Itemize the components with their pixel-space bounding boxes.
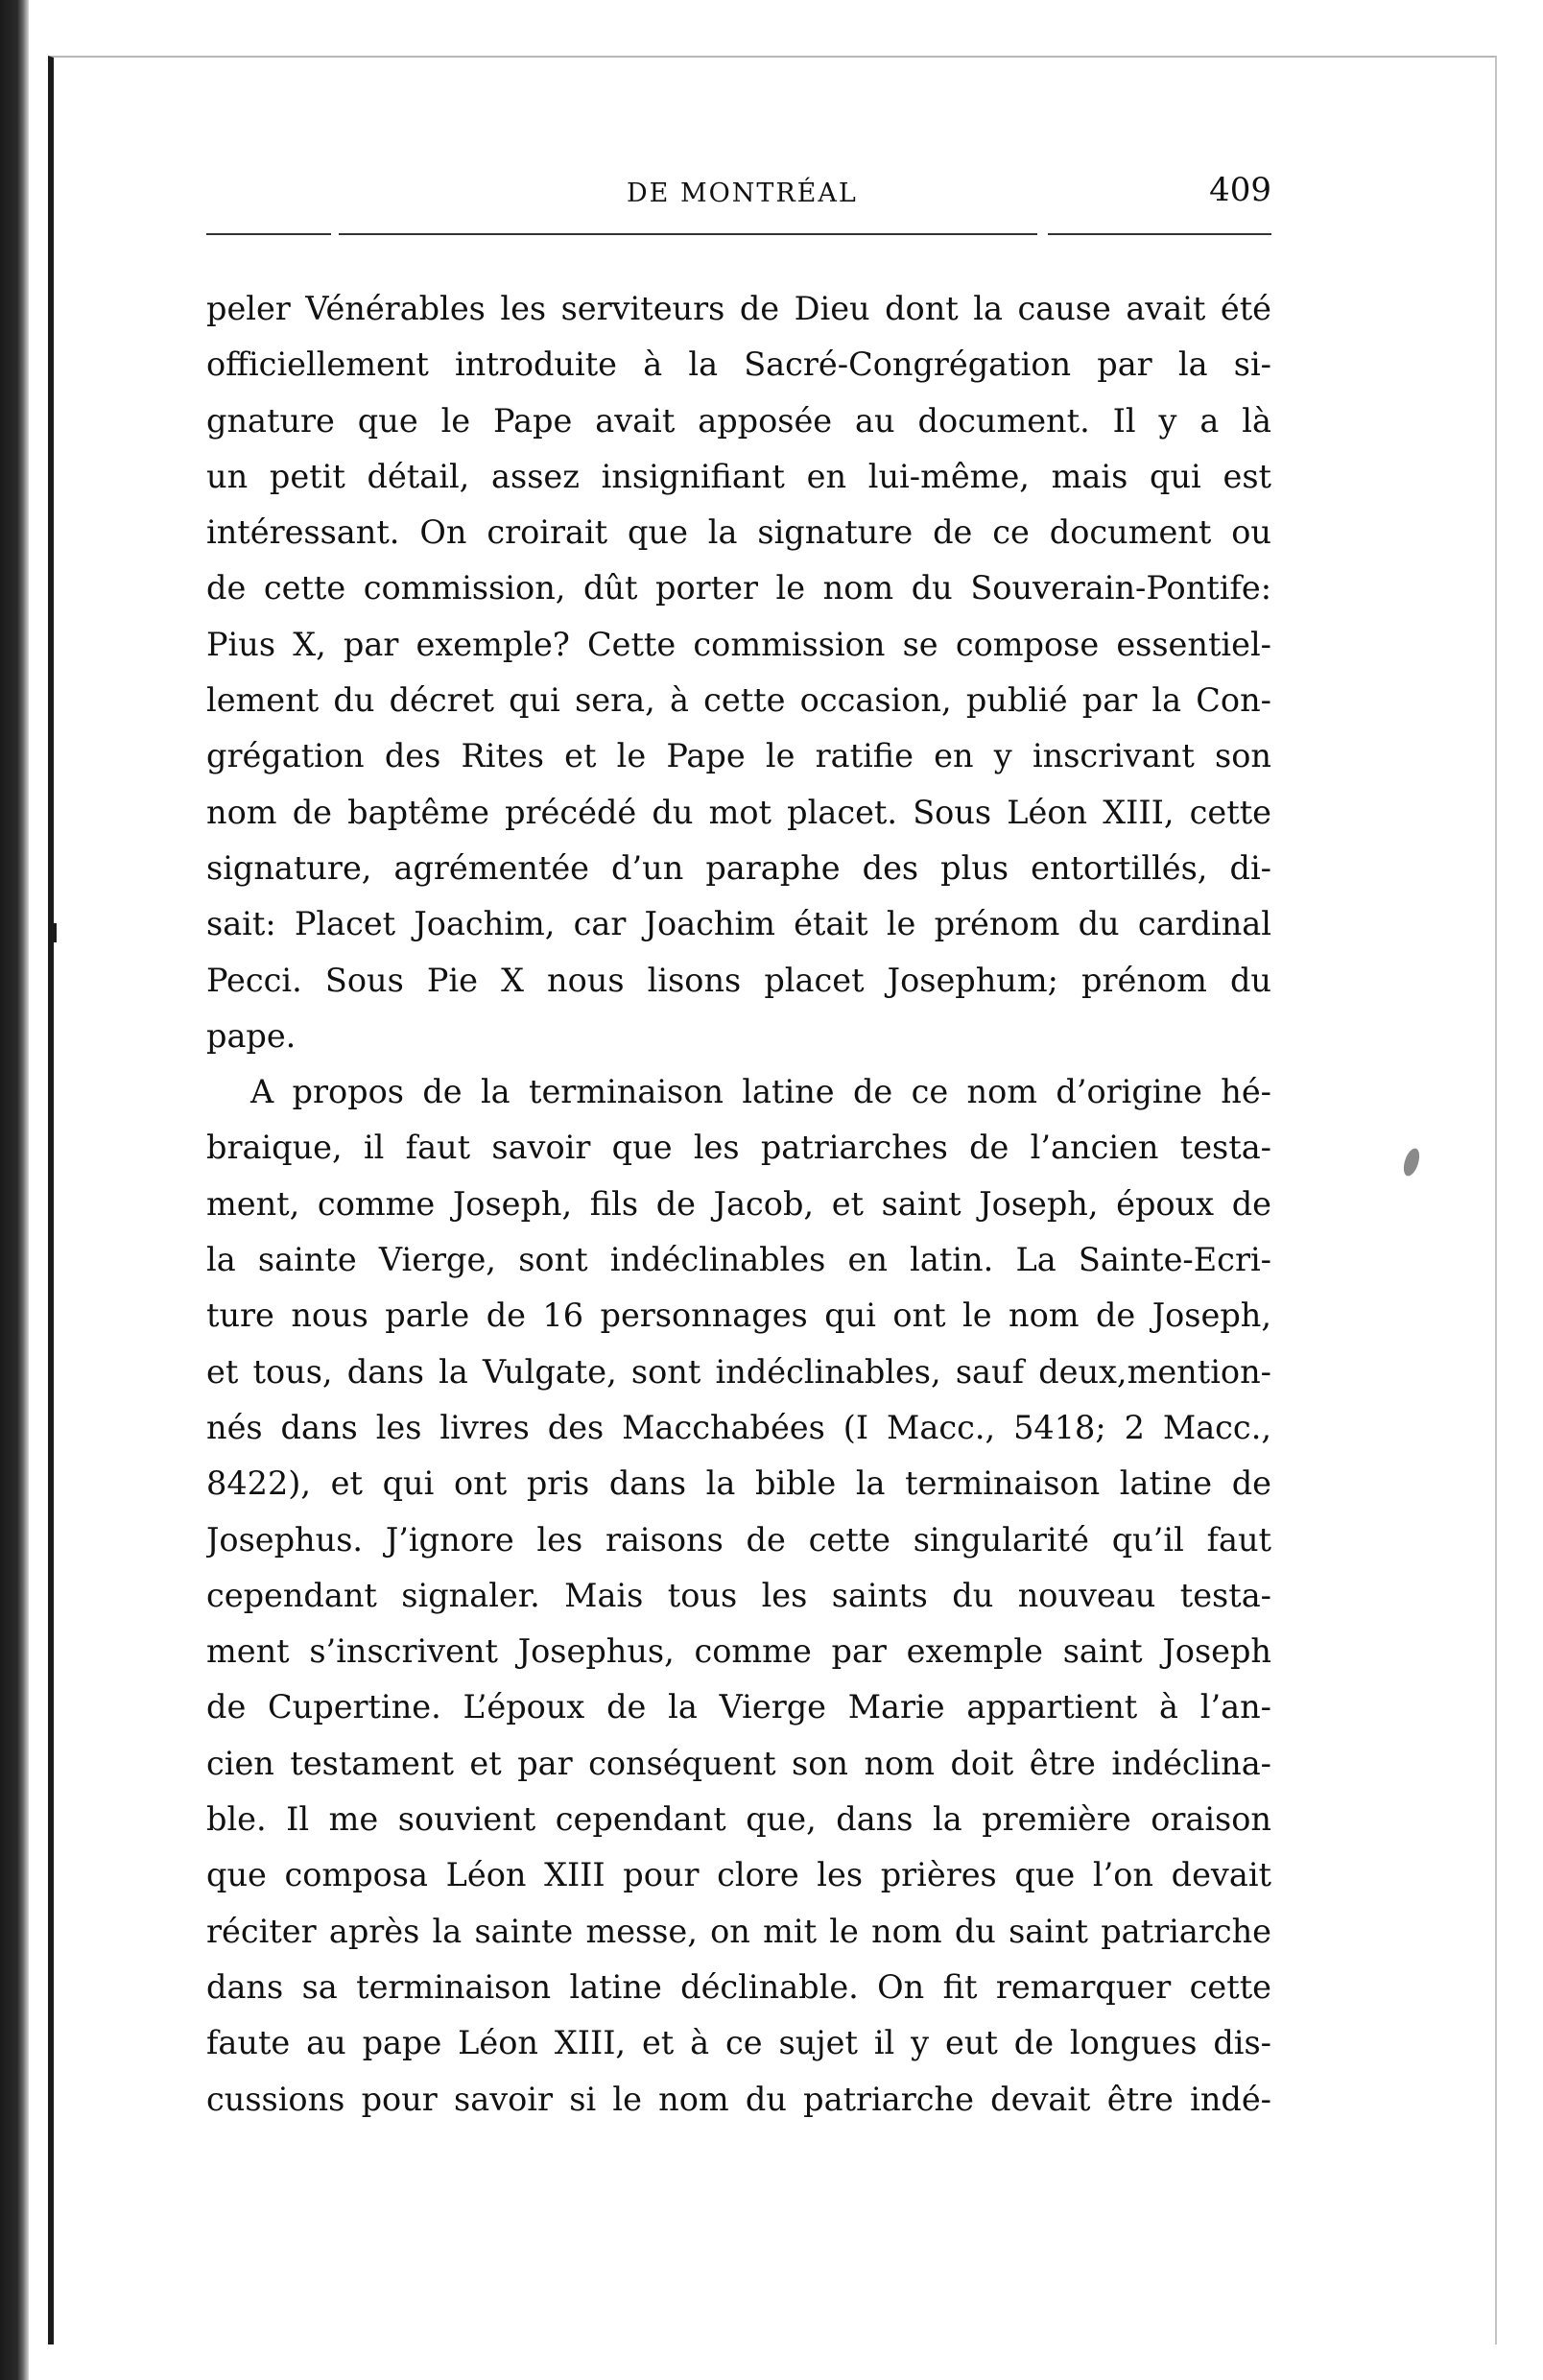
text-line: Josephus. J’ignore les raisons de cette singularité qu’il faut [206,1520,1271,1559]
text-line: grégation des Rites et le Pape le ratifie en y inscrivant son [206,737,1271,775]
running-head [206,171,1271,228]
text-line: braique, il faut savoir que les patriarches de l’ancien testa- [206,1129,1271,1167]
text-line: ble. Il me souvient cependant que, dans la première oraison [206,1800,1271,1839]
header-rule [206,233,331,235]
text-line: cien testament et par conséquent son nom doit être indéclina- [206,1744,1271,1782]
text-line: nom de baptême précédé du mot placet. Sous Léon XIII, cette [206,793,1271,831]
text-line: peler Vénérables les serviteurs de Dieu dont la cause avait été [206,290,1271,327]
page-number: 409 [1209,171,1271,209]
text-line: gnature que le Pape avait apposée au document. Il y a là [206,401,1271,440]
text-line: ment, comme Joseph, fils de Jacob, et saint Joseph, époux de [206,1184,1271,1223]
running-title: DE MONTRÉAL [627,178,858,208]
text-line: de cette commission, dût porter le nom du Souverain-Pontife: [206,569,1271,607]
text-line: cependant signaler. Mais tous les saints du nouveau testa- [206,1576,1271,1614]
text-line: signature, agrémentée d’un paraphe des plus entortillés, di- [206,848,1271,887]
text-line: ture nous parle de 16 personnages qui ont le nom de Joseph, [206,1297,1271,1335]
text-line: de Cupertine. L’époux de la Vierge Marie appartient à l’an- [206,1688,1271,1726]
text-line: dans sa terminaison latine déclinable. On fit remarquer cette [206,1967,1271,2006]
text-line: 8422), et qui ont pris dans la bible la terminaison latine de [206,1464,1271,1503]
text-line: Pius X, par exemple? Cette commission se compose essentiel- [206,625,1271,663]
text-line: lement du décret qui sera, à cette occasion, publié par la Con- [206,681,1271,720]
header-rule [339,233,1037,235]
text-line: que composa Léon XIII pour clore les prières que l’on devait [206,1856,1271,1894]
text-line: ment s’inscrivent Josephus, comme par exemple saint Joseph [206,1632,1271,1671]
text-line: intéressant. On croirait que la signature de ce document ou [206,513,1271,552]
body-text [206,281,1271,2128]
text-line: sait: Placet Joachim, car Joachim était le prénom du cardinal [206,905,1271,943]
text-line: un petit détail, assez insignifiant en lui-même, mais qui est [206,457,1271,495]
text-line: réciter après la sainte messe, on mit le nom du saint patriarche [206,1912,1271,1950]
text-line: cussions pour savoir si le nom du patriarche devait être indé- [206,2080,1271,2118]
margin-tick-mark [50,923,57,942]
text-line: A propos de la terminaison latine de ce nom d’origine hé- [250,1073,1271,1111]
text-line: et tous, dans la Vulgate, sont indéclinables, sauf deux,mention- [206,1352,1271,1391]
text-line: officiellement introduite à la Sacré-Congrégation par la si- [206,345,1271,384]
scan-edge [0,0,29,2380]
header-rule [1048,233,1271,235]
text-line: pape. [206,1016,297,1055]
text-line: faute au pape Léon XIII, et à ce sujet il y eut de longues dis- [206,2024,1271,2062]
text-line: la sainte Vierge, sont indéclinables en latin. La Sainte-Ecri- [206,1241,1271,1279]
text-line: Pecci. Sous Pie X nous lisons placet Josephum; prénom du [206,961,1271,999]
text-line: nés dans les livres des Macchabées (I Macc., 5418; 2 Macc., [206,1408,1271,1446]
